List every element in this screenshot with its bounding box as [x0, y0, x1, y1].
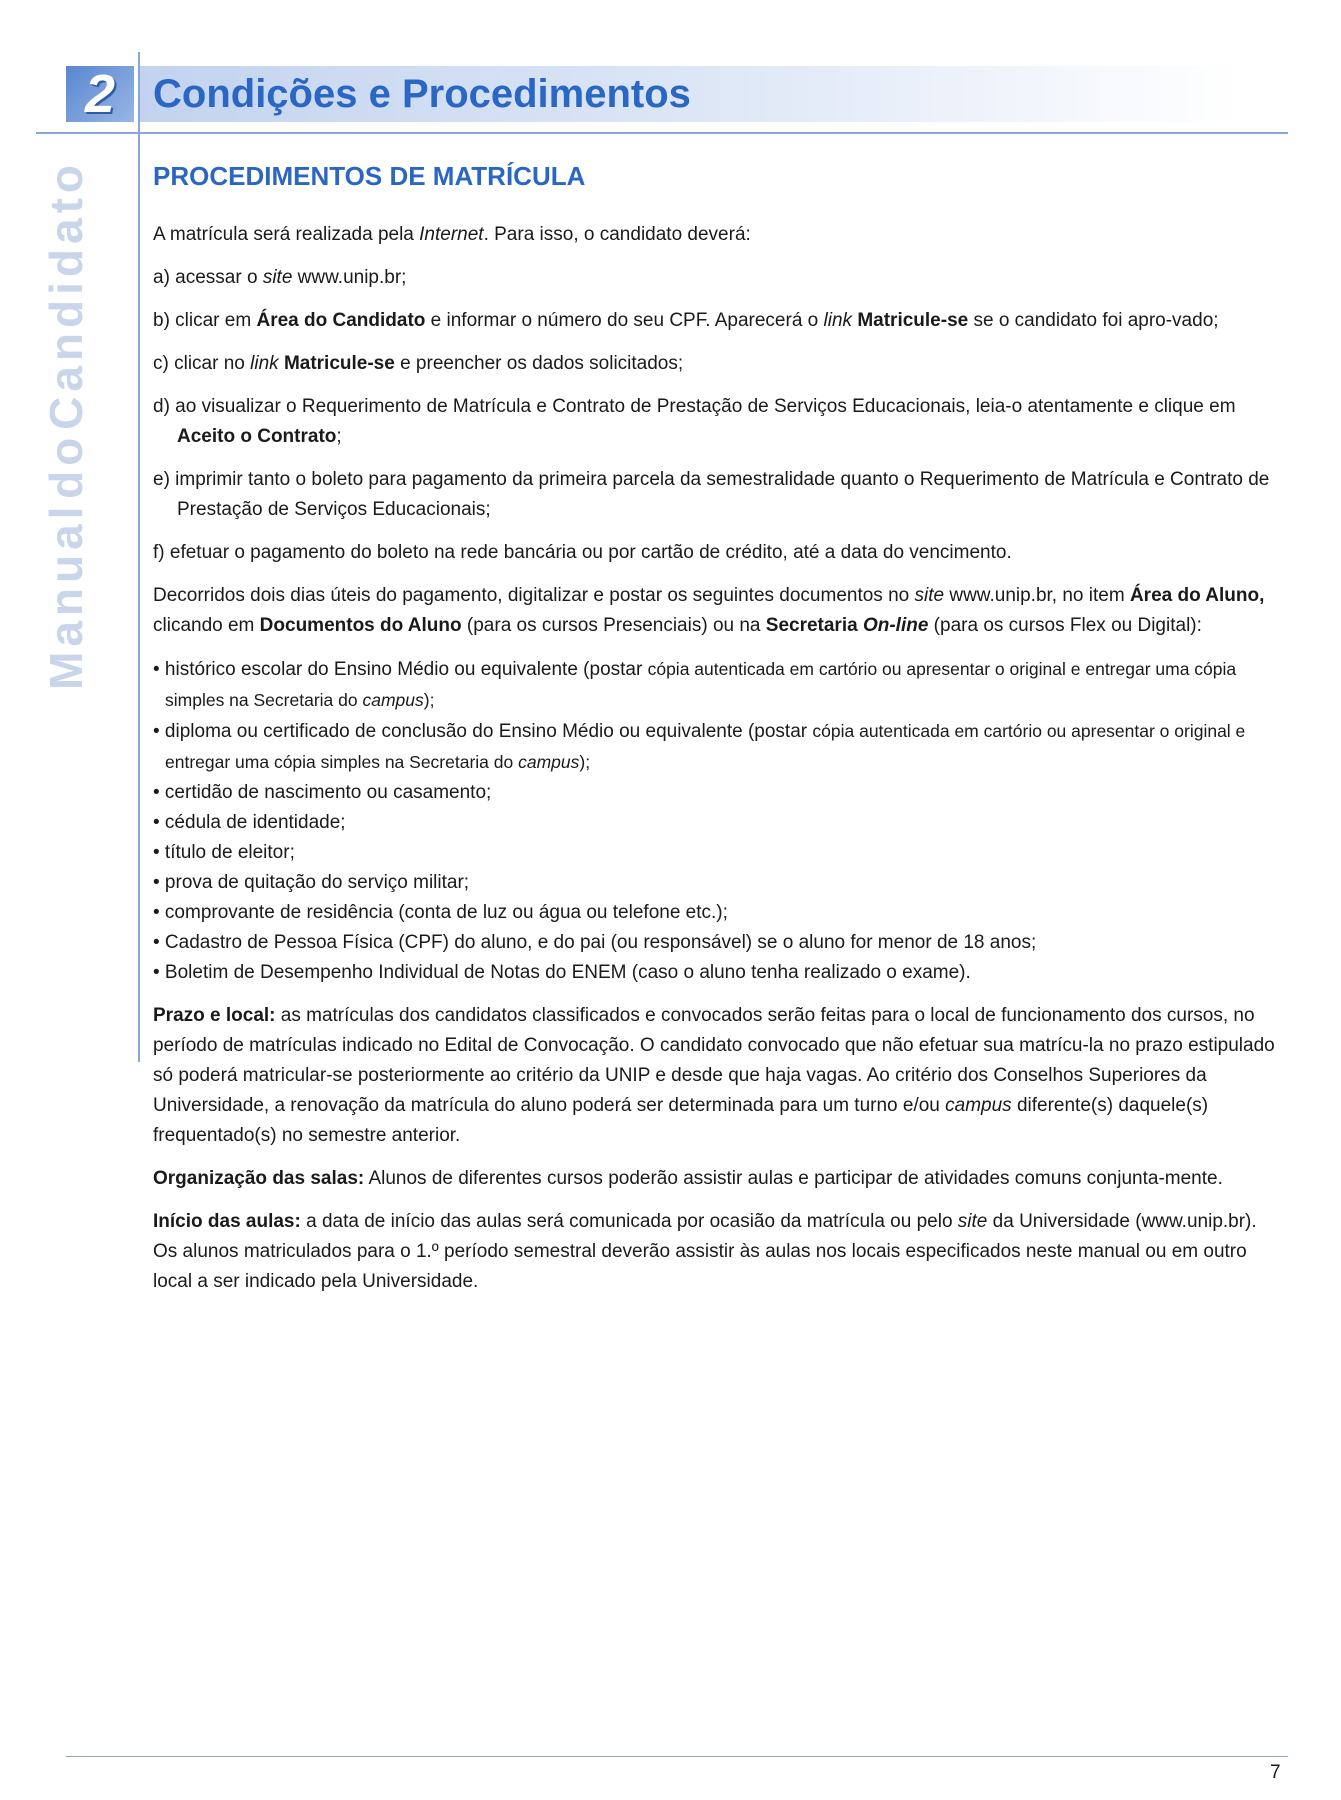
intro-paragraph: A matrícula será realizada pela Internet. Para isso, o candidato deverá:	[153, 224, 751, 245]
section-title: PROCEDIMENTOS DE MATRÍCULA	[153, 161, 586, 191]
step-e: e) imprimir tanto o boleto para pagamento da primeira parcela da semestralidade quanto o Requerimento de Matrícula e Contrato de Prestação de Serviços Educacionais;	[153, 469, 1270, 520]
documents-list	[153, 654, 1283, 988]
step-f: f) efetuar o pagamento do boleto na rede bancária ou por cartão de crédito, até a data do vencimento.	[153, 542, 1012, 563]
list-item: • certidão de nascimento ou casamento;	[153, 782, 492, 803]
step-d: d) ao visualizar o Requerimento de Matrícula e Contrato de Prestação de Serviços Educacionais, leia-o atentamente e clique em Aceito o Contrato;	[153, 396, 1236, 447]
page-number: 7	[1270, 1762, 1281, 1783]
sidebar-word-manual: Manual	[40, 501, 92, 690]
inicio-paragraph: Início das aulas: a data de início das aulas será comunicada por ocasião da matrícula ou pelo site da Universidade (www.unip.br). Os alunos matriculados para o 1.º período semestral deverão assistir às aulas nos locais especificados neste manual ou em outro local a ser indicado pela Universidade.	[153, 1211, 1257, 1292]
step-c: c) clicar no link Matricule-se e preencher os dados solicitados;	[153, 353, 684, 374]
sidebar-word-do: do	[40, 432, 92, 499]
list-item: • prova de quitação do serviço militar;	[153, 872, 470, 893]
chapter-number: 2	[66, 66, 134, 122]
list-item: • comprovante de residência (conta de luz ou água ou telefone etc.);	[153, 902, 728, 923]
vertical-divider	[138, 52, 140, 1062]
chapter-title: Condições e Procedimentos	[153, 72, 691, 116]
main-content	[153, 160, 1283, 1310]
sidebar-label	[36, 160, 96, 690]
list-item: • cédula de identidade;	[153, 812, 346, 833]
documents-intro: Decorridos dois dias úteis do pagamento, digitalizar e postar os seguintes documentos no site www.unip.br, no item Área do Aluno, clicando em Documentos do Aluno (para os cursos Presenciais) ou na Secretaria On-line (para os cursos Flex ou Digital):	[153, 585, 1265, 636]
header-divider	[36, 132, 1288, 134]
list-item: • título de eleitor;	[153, 842, 295, 863]
list-item: • Boletim de Desempenho Individual de Notas do ENEM (caso o aluno tenha realizado o exame).	[153, 962, 971, 983]
sidebar-word-candidato: Candidato	[40, 160, 92, 430]
prazo-paragraph: Prazo e local: as matrículas dos candidatos classificados e convocados serão feitas para o local de funcionamento dos cursos, no período de matrículas indicado no Edital de Convocação. O candidato convocado que não efetuar sua matrícu-la no prazo estipulado só poderá matricular-se posteriormente ao critério da UNIP e desde que haja vagas. Ao critério dos Conselhos Superiores da Universidade, a renovação da matrícula do aluno poderá ser determinada para um turno e/ou campus diferente(s) daquele(s) frequentado(s) no semestre anterior.	[153, 1005, 1275, 1146]
footer-divider	[66, 1756, 1288, 1757]
organizacao-paragraph: Organização das salas: Alunos de diferentes cursos poderão assistir aulas e participar de atividades comuns conjunta-mente.	[153, 1168, 1223, 1189]
list-item: • diploma ou certificado de conclusão do Ensino Médio ou equivalente (postar cópia autenticada em cartório ou apresentar o original e entregar uma cópia simples na Secretaria do campus);	[153, 721, 1246, 772]
step-b: b) clicar em Área do Candidato e informar o número do seu CPF. Aparecerá o link Matricule-se se o candidato foi apro-vado;	[153, 310, 1219, 331]
list-item: • histórico escolar do Ensino Médio ou equivalente (postar cópia autenticada em cartório ou apresentar o original e entregar uma cópia simples na Secretaria do campus);	[153, 659, 1237, 710]
step-a: a) acessar o site www.unip.br;	[153, 267, 407, 288]
list-item: • Cadastro de Pessoa Física (CPF) do aluno, e do pai (ou responsável) se o aluno for menor de 18 anos;	[153, 932, 1037, 953]
